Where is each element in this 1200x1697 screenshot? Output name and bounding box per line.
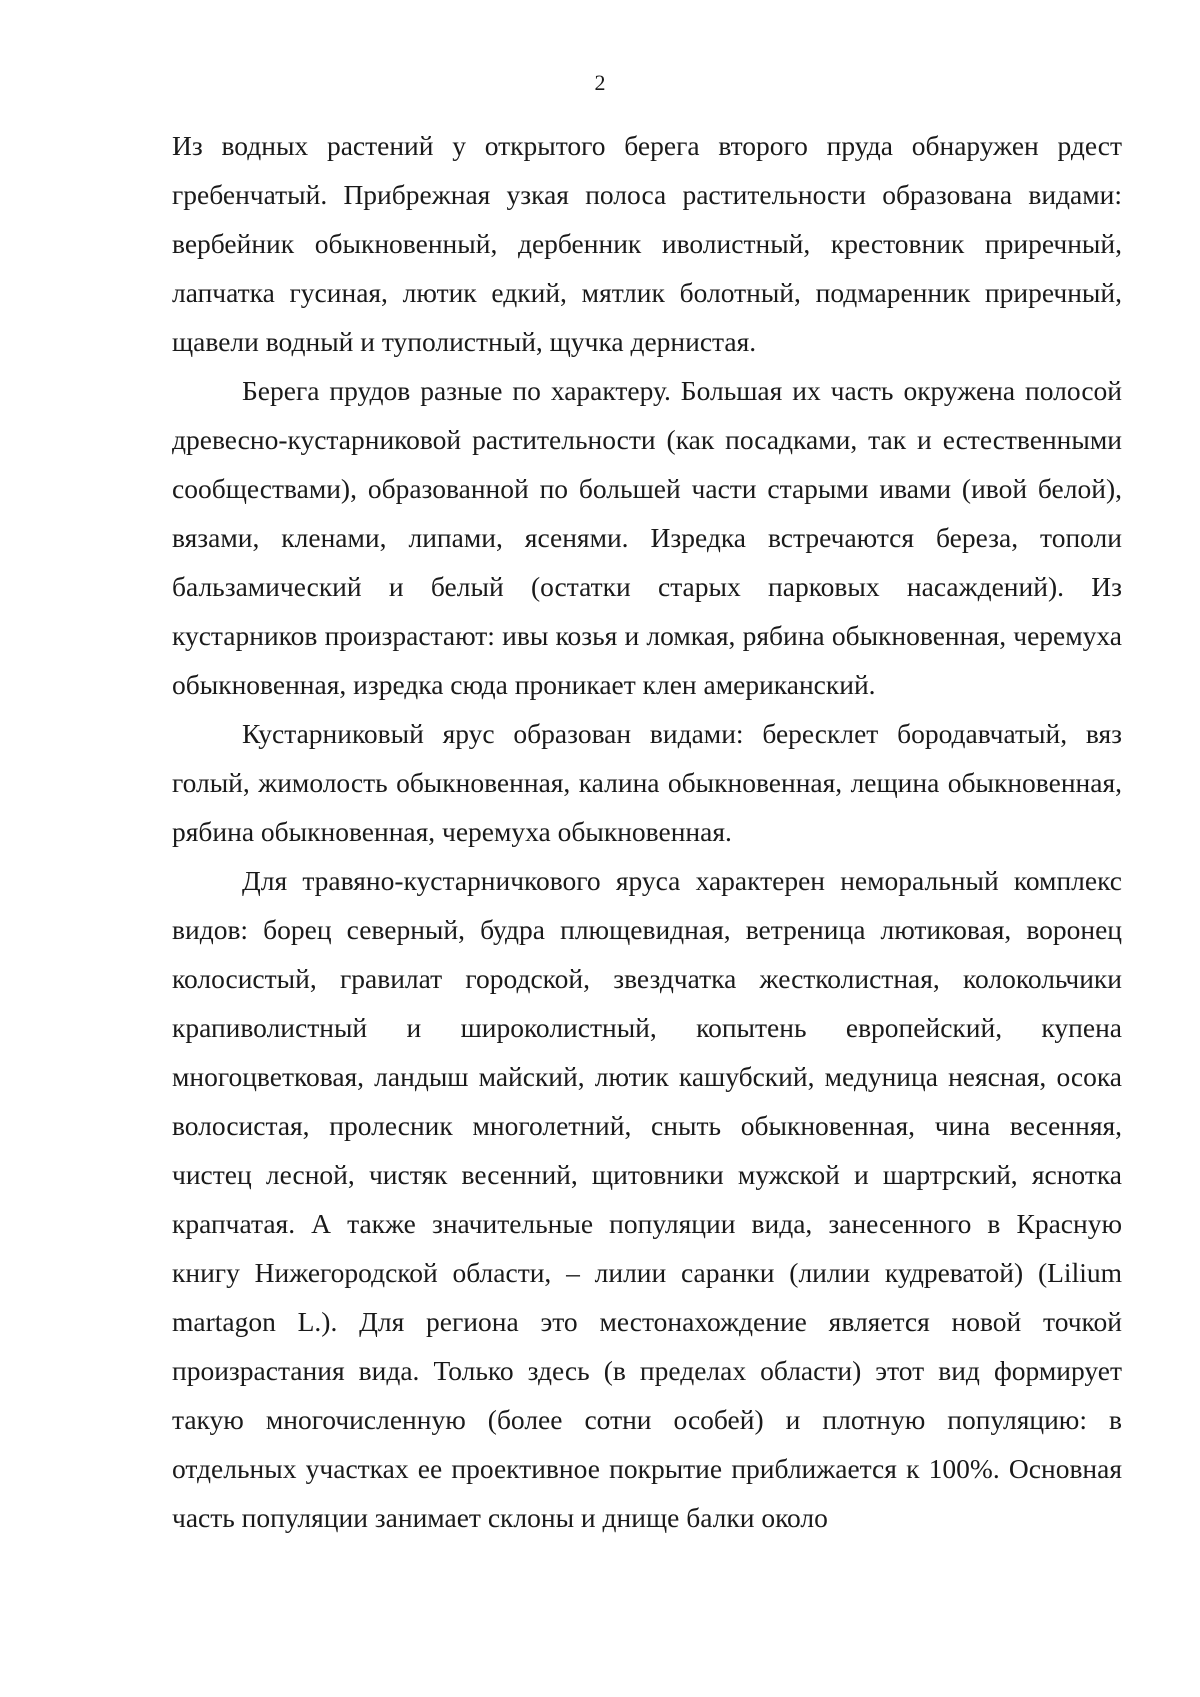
- paragraph-shrub-layer: Кустарниковый ярус образован видами: бересклет бородавчатый, вяз голый, жимолость обыкновенная, калина обыкновенная, лещина обыкновенная, рябина обыкновенная, черемуха обыкновенная.: [172, 718, 1122, 847]
- page-number: 2: [594, 70, 606, 95]
- document-body: [172, 121, 1122, 1542]
- paragraph-aquatic-plants: Из водных растений у открытого берега второго пруда обнаружен рдест гребенчатый. Прибрежная узкая полоса растительности образована видами: вербейник обыкновенный, дербенник иволистный, крестовник приречный, лапчатка гусиная, лютик едкий, мятлик болотный, подмаренник приречный, щавели водный и туполистный, щучка дернистая.: [172, 130, 1122, 357]
- paragraph-herb-layer: Для травяно-кустарничкового яруса характерен неморальный комплекс видов: борец северный, будра плющевидная, ветреница лютиковая, воронец колосистый, гравилат городской, звездчатка жестколистная, колокольчики крапиволистный и широколистный, копытень европейский, купена многоцветковая, ландыш майский, лютик кашубский, медуница неясная, осока волосистая, пролесник многолетний, сныть обыкновенная, чина весенняя, чистец лесной, чистяк весенний, щитовники мужской и шартрский, яснотка крапчатая. А также значительные популяции вида, занесенного в Красную книгу Нижегородской области, – лилии саранки (лилии кудреватой) (Lilium martagon L.). Для региона это местонахождение является новой точкой произрастания вида. Только здесь (в пределах области) этот вид формирует такую многочисленную (более сотни особей) и плотную популяцию: в отдельных участках ее проективное покрытие приближается к 100%. Основная часть популяции занимает склоны и днище балки около: [172, 865, 1122, 1533]
- paragraph-pond-banks: Берега прудов разные по характеру. Большая их часть окружена полосой древесно-кустарниковой растительности (как посадками, так и естественными сообществами), образованной по большей части старыми ивами (ивой белой), вязами, кленами, липами, ясенями. Изредка встречаются береза, тополи бальзамический и белый (остатки старых парковых насаждений). Из кустарников произрастают: ивы козья и ломкая, рябина обыкновенная, черемуха обыкновенная, изредка сюда проникает клен американский.: [172, 375, 1122, 700]
